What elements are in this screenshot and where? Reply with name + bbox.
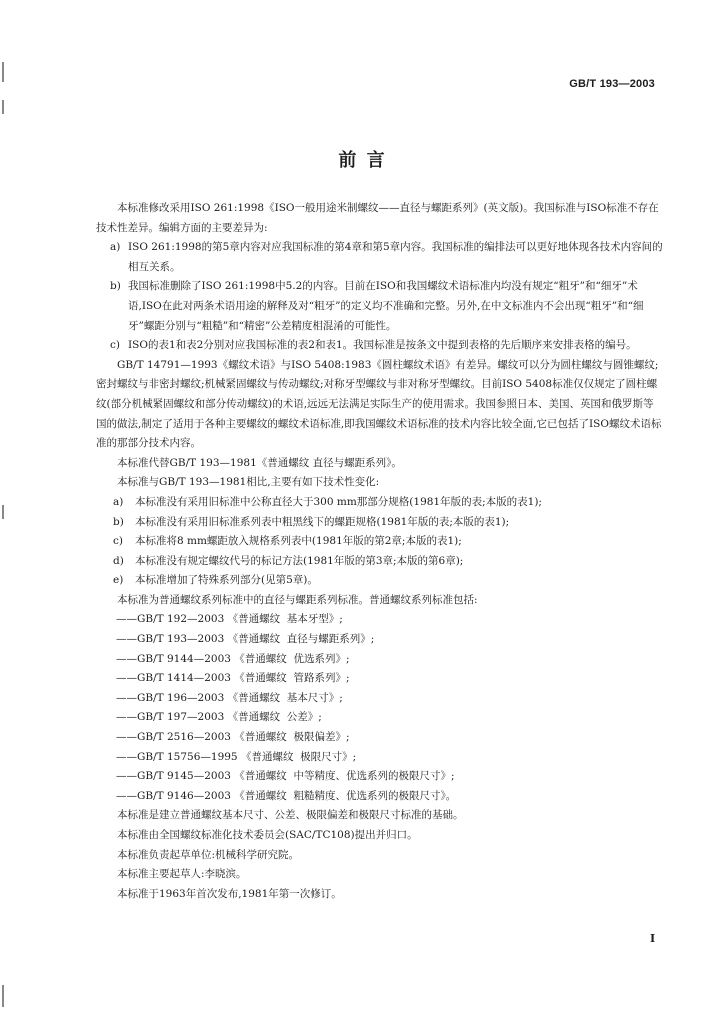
series-list-item: ——GB/T 196—2003 《普通螺纹 基本尺寸》; — [116, 691, 343, 704]
series-intro: 本标准为普通螺纹系列标准中的直径与螺距系列标准。普通螺纹系列标准包括: — [117, 593, 478, 606]
document-body — [96, 199, 664, 904]
closing-line: 本标准负责起草单位:机械科学研究院。 — [117, 848, 300, 861]
scan-edge-mark — [2, 62, 4, 82]
list-marker: b) — [110, 280, 121, 293]
list-item-text: 本标准将8 mm螺距放入规格系列表中(1981年版的第2章;本版的表1); — [135, 535, 462, 548]
list-marker: b) — [113, 515, 124, 528]
list-item-text: ISO 261:1998的第5章内容对应我国标准的第4章和第5章内容。我国标准的编排法可以更好地体现各技术内容间的相互关系。 — [128, 241, 663, 273]
list-item — [96, 493, 664, 513]
list-marker: d) — [113, 554, 124, 567]
list-item — [96, 336, 664, 356]
closing-line: 本标准于1963年首次发布,1981年第一次修订。 — [117, 887, 342, 900]
list-marker: a) — [113, 495, 124, 508]
list-item — [96, 571, 664, 591]
series-list-item: ——GB/T 193—2003 《普通螺纹 直径与螺距系列》; — [116, 633, 375, 646]
changes-intro: 本标准与GB/T 193—1981相比,主要有如下技术性变化: — [117, 476, 380, 489]
list-marker: a) — [110, 241, 121, 254]
series-list-item: ——GB/T 9145—2003 《普通螺纹 中等精度、优选系列的极限尺寸》; — [116, 770, 455, 783]
list-item — [96, 532, 664, 552]
list-item — [96, 277, 664, 336]
list-marker: e) — [113, 574, 124, 587]
closing-line: 本标准主要起草人:李晓滨。 — [117, 868, 247, 881]
standard-number: GB/T 193—2003 — [569, 78, 655, 90]
series-list-item: ——GB/T 9144—2003 《普通螺纹 优选系列》; — [116, 652, 350, 665]
closing-line: 本标准是建立普通螺纹基本尺寸、公差、极限偏差和极限尺寸标准的基础。 — [117, 809, 464, 822]
intro-paragraph: 本标准修改采用ISO 261:1998《ISO一般用途米制螺纹——直径与螺距系列》(英文版)。我国标准与ISO标准不存在技术性差异。编辑方面的主要差异为: — [96, 202, 659, 234]
series-list-item: ——GB/T 15756—1995 《普通螺纹 极限尺寸》; — [116, 750, 357, 763]
list-item-text: 本标准没有采用旧标准中公称直径大于300 mm那部分规格(1981年版的表;本版的表1); — [135, 495, 542, 508]
closing-line: 本标准由全国螺纹标准化技术委员会(SAC/TC108)提出并归口。 — [117, 829, 418, 841]
list-marker: c) — [110, 339, 120, 352]
list-item-text: 本标准没有规定螺纹代号的标记方法(1981年版的第3章;本版的第6章); — [135, 554, 464, 567]
page-title: 前 言 — [338, 150, 387, 171]
list-item-text: 本标准没有采用旧标准系列表中粗黑线下的螺距规格(1981年版的表;本版的表1); — [135, 515, 510, 528]
series-list-item: ——GB/T 197—2003 《普通螺纹 公差》; — [116, 711, 322, 724]
series-list-item: ——GB/T 192—2003 《普通螺纹 基本牙型》; — [116, 613, 343, 626]
list-item — [96, 238, 664, 277]
scan-edge-mark — [2, 505, 4, 519]
list-item-text: 本标准增加了特殊系列部分(见第5章)。 — [135, 574, 318, 587]
series-list-item: ——GB/T 9146—2003 《普通螺纹 粗糙精度、优选系列的极限尺寸》。 — [116, 789, 457, 802]
page-number: I — [650, 932, 656, 945]
terms-paragraph: GB/T 14791—1993《螺纹术语》与ISO 5408:1983《圆柱螺纹术语》有差异。螺纹可以分为圆柱螺纹与圆锥螺纹;密封螺纹与非密封螺纹;机械紧固螺纹与传动螺纹;对称牙型螺纹与非对称牙型螺纹。目前ISO 5408标准仅仅规定了圆柱螺纹(部分机械紧固螺纹和部分传动螺纹)的术语,远远无法满足实际生产的使用需求。我国参照日本、美国、英国和俄罗斯等国的做法,制定了适用于各种主要螺纹的螺纹术语标准,即我国螺纹术语标准的技术内容比较全面,它已包括了ISO螺纹术语标准的那部分技术内容。 — [96, 358, 662, 450]
list-item — [96, 552, 664, 572]
scan-edge-mark — [2, 100, 4, 114]
replaces-paragraph: 本标准代替GB/T 193—1981《普通螺纹 直径与螺距系列》。 — [117, 456, 402, 469]
scan-edge-mark — [2, 985, 4, 1007]
list-item-text: 我国标准删除了ISO 261:1998中5.2的内容。目前在ISO和我国螺纹术语标准内均没有规定“粗牙”和“细牙”术语,ISO在此对两条术语用途的解释及对“粗牙”的定义均不准确和完整。另外,在中文标准内不会出现“粗牙”和“细牙”螺距分别与“粗糙”和“精密”公差精度相混淆的可能性。 — [128, 280, 644, 332]
series-list-item: ——GB/T 2516—2003 《普通螺纹 极限偏差》; — [116, 731, 350, 744]
list-item-text: ISO的表1和表2分别对应我国标准的表2和表1。我国标准是按条文中提到表格的先后顺序来安排表格的编号。 — [128, 339, 637, 352]
series-list-item: ——GB/T 1414—2003 《普通螺纹 管路系列》; — [116, 672, 350, 685]
list-item — [96, 513, 664, 533]
list-marker: c) — [113, 535, 123, 548]
